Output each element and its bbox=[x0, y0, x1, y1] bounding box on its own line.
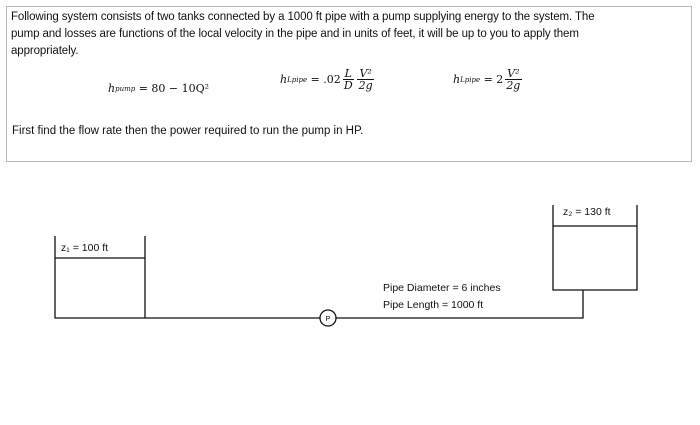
pipe-length-label: Pipe Length = 1000 ft bbox=[383, 299, 484, 311]
tank-2-elevation-label: z₂ = 130 ft bbox=[563, 206, 611, 218]
minor-velocity-squared-numerator: V² bbox=[507, 67, 520, 80]
pipe-diameter-label: Pipe Diameter = 6 inches bbox=[383, 282, 501, 294]
pump-head-rhs: = 80 − 10Q² bbox=[138, 82, 210, 95]
minor-loss-subscript: Lpipe bbox=[460, 75, 481, 84]
pump-head-symbol: h bbox=[108, 82, 116, 95]
pipe-loss-symbol: h bbox=[280, 73, 288, 86]
minor-loss-symbol: h bbox=[453, 73, 461, 86]
minor-loss-coefficient: = 2 bbox=[483, 73, 504, 86]
two-g-denominator: 2g bbox=[358, 79, 373, 92]
minor-two-g-denominator: 2g bbox=[506, 79, 521, 92]
pipe-loss-coefficient: = .02 bbox=[310, 73, 341, 86]
pump-head-subscript: pump bbox=[115, 84, 136, 93]
pump-symbol: P bbox=[325, 316, 331, 323]
velocity-squared-numerator: V² bbox=[359, 67, 372, 80]
tank-1-elevation-label: z₁ = 100 ft bbox=[61, 242, 109, 254]
problem-text-line-3: appropriately. bbox=[11, 45, 79, 57]
diameter-denominator: D bbox=[343, 79, 353, 92]
question-text: First find the flow rate then the power required to run the pump in HP. bbox=[12, 125, 364, 137]
pipe-loss-subscript: Lpipe bbox=[287, 75, 308, 84]
problem-text-line-1: Following system consists of two tanks connected by a 1000 ft pipe with a pump supplying energy to the system. The bbox=[11, 11, 595, 23]
length-numerator: L bbox=[344, 67, 352, 80]
problem-text-line-2: pump and losses are functions of the local velocity in the pipe and in units of feet, it will be up to you to apply them bbox=[11, 28, 579, 40]
